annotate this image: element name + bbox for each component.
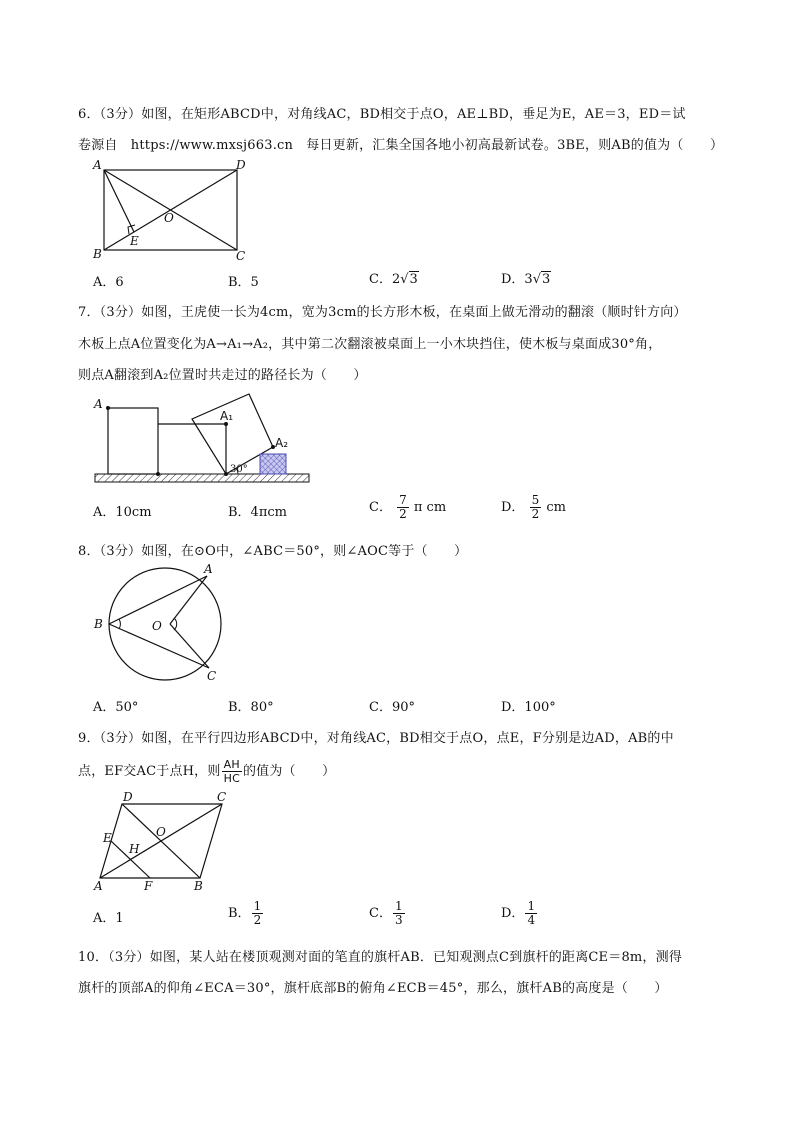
- q9-label-c: C: [217, 790, 227, 804]
- q9-label-e: E: [103, 831, 112, 845]
- q9-stem-line2: 点，EF交AC于点H，则 $\frac{AH}{HC}$ 的值为（ ）: [78, 758, 336, 785]
- q6-label-o: O: [164, 211, 174, 225]
- q6-label-a: A: [93, 158, 102, 172]
- q8-circle-figure: [90, 560, 230, 685]
- q9-label-a: A: [94, 879, 103, 893]
- q7-stem-line1: 7．（3分）如图，王虎使一长为4cm，宽为3cm的长方形木板，在桌面上做无滑动的翻滚（顺时针方向）: [78, 305, 687, 320]
- q6-stem-line2: 卷源自 https://www.mxsj663.cn 每日更新，汇集全国各地小初高最新试卷。3BE，则AB的值为（ ）: [78, 138, 724, 153]
- q10-stem-line1: 10．（3分）如图，某人站在楼顶观测对面的笔直的旗杆AB．已知观测点C到旗杆的距离CE＝8m，测得: [78, 950, 683, 965]
- q6-option-d[interactable]: D．3√3: [501, 272, 551, 287]
- q8-option-c[interactable]: C．90°: [369, 700, 415, 715]
- q6-option-b[interactable]: B．5: [228, 275, 259, 290]
- q6-option-c[interactable]: C．2√3: [369, 272, 418, 287]
- q8-label-a: A: [204, 562, 213, 576]
- q9-label-f: F: [144, 879, 153, 893]
- q9-label-b: B: [194, 879, 203, 893]
- q9-option-c[interactable]: C． $\frac{1}{3}$: [369, 899, 403, 927]
- q8-label-b: B: [94, 617, 103, 631]
- q7-option-d[interactable]: D． $\frac{5}{2}$ cm: [501, 493, 566, 521]
- q9-option-b[interactable]: B． $\frac{1}{2}$: [228, 899, 262, 927]
- q7-stem-line2: 木板上点A位置变化为A→A₁→A₂，其中第二次翻滚被桌面上一小木块挡住，使木板与桌面成30°角，: [78, 337, 662, 352]
- q9-label-o: O: [156, 825, 166, 839]
- q7-option-b[interactable]: B．4πcm: [228, 505, 287, 520]
- q7-option-a[interactable]: A．10cm: [93, 505, 152, 520]
- q10-stem-line2: 旗杆的顶部A的仰角∠ECA＝30°，旗杆底部B的俯角∠ECB＝45°，那么，旗杆AB的高度是（ ）: [78, 981, 668, 996]
- q6-label-d: D: [236, 158, 246, 172]
- q9-parallelogram-figure: [90, 790, 240, 895]
- q7-board-rolling-figure: [90, 390, 320, 490]
- q6-stem-line1: 6．（3分）如图，在矩形ABCD中，对角线AC，BD相交于点O，AE⊥BD，垂足为E，AE＝3，ED＝试: [78, 107, 686, 122]
- q9-label-d: D: [123, 790, 133, 804]
- q7-label-a1: A₁: [220, 409, 234, 423]
- q6-label-e: E: [130, 234, 139, 248]
- q7-stem-line3: 则点A翻滚到A₂位置时共走过的路径长为（ ）: [78, 368, 367, 383]
- q6-label-b: B: [93, 247, 102, 261]
- q8-option-d[interactable]: D．100°: [501, 700, 556, 715]
- q6-label-c: C: [236, 249, 246, 263]
- q7-label-a: A: [94, 397, 103, 411]
- q7-label-a2: A₂: [275, 436, 289, 450]
- q9-option-d[interactable]: D． $\frac{1}{4}$: [501, 899, 536, 927]
- q8-option-b[interactable]: B．80°: [228, 700, 274, 715]
- q8-stem-line1: 8．（3分）如图，在⊙O中，∠ABC＝50°，则∠AOC等于（ ）: [78, 544, 468, 559]
- q9-label-h: H: [129, 842, 140, 856]
- q7-label-30deg: 30°: [230, 464, 248, 475]
- q9-stem-line1: 9．（3分）如图，在平行四边形ABCD中，对角线AC，BD相交于点O，点E，F分别是边AD，AB的中: [78, 731, 674, 746]
- q6-rectangle-figure: [90, 158, 250, 263]
- q8-label-c: C: [207, 669, 217, 683]
- q6-option-a[interactable]: A．6: [93, 275, 124, 290]
- q8-label-o: O: [152, 619, 162, 633]
- q9-option-a[interactable]: A．1: [93, 911, 124, 926]
- q8-option-a[interactable]: A．50°: [93, 700, 139, 715]
- q7-option-c[interactable]: C． $\frac{7}{2}$ π cm: [369, 493, 447, 521]
